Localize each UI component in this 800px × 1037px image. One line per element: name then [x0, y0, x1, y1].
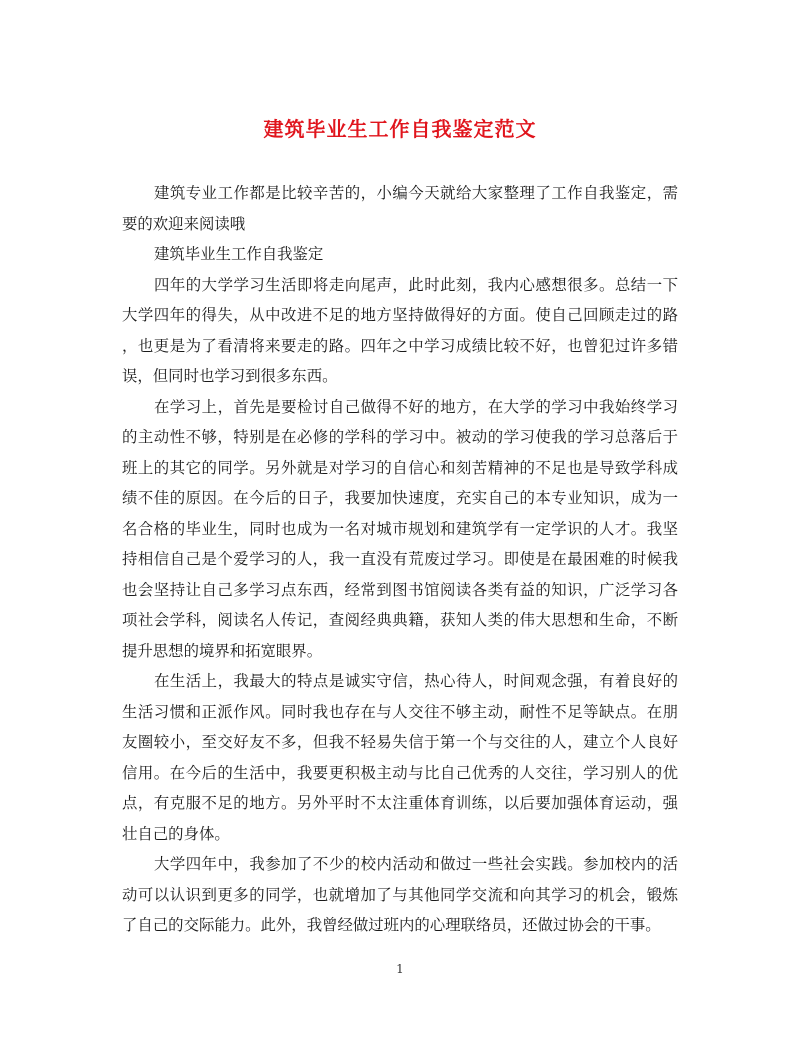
paragraph-line: 误，但同时也学习到很多东西。 — [122, 367, 338, 385]
paragraph-line: 绩不佳的原因。在今后的日子，我要加快速度，充实自己的本专业知识，成为一 — [122, 489, 678, 507]
paragraph-line: 生活习惯和正派作风。同时我也存在与人交往不够主动，耐性不足等缺点。在朋 — [122, 702, 678, 721]
paragraph-line: 动可以认识到更多的同学，也就增加了与其他同学交流和向其学习的机会，锻炼 — [122, 885, 678, 904]
paragraph-line: 提升思想的境界和拓宽眼界。 — [122, 641, 323, 660]
paragraph — [122, 666, 678, 849]
paragraph-line: 名合格的毕业生，同时也成为一名对城市规划和建筑学有一定学识的人才。我坚 — [122, 519, 678, 538]
paragraph-line: 了自己的交际能力。此外，我曾经做过班内的心理联络员，还做过协会的干事。 — [122, 916, 661, 934]
paragraph — [122, 270, 678, 392]
page-number: 1 — [396, 962, 404, 976]
paragraph-line: 也会坚持让自己多学习点东西，经常到图书馆阅读各类有益的知识，广泛学习各 — [122, 580, 678, 599]
paragraph — [122, 849, 678, 941]
paragraph — [122, 392, 678, 667]
page-title: 建筑毕业生工作自我鉴定范文 — [263, 117, 537, 141]
paragraph-line: 班上的其它的同学。另外就是对学习的自信心和刻苦精神的不足也是导致学科成 — [122, 458, 678, 477]
paragraph-line: 建筑专业工作都是比较辛苦的，小编今天就给大家整理了工作自我鉴定，需 — [154, 184, 678, 202]
paragraph-line: 在学习上，首先是要检讨自己做得不好的地方，在大学的学习中我始终学习 — [154, 397, 678, 416]
paragraph-line: 信用。在今后的生活中，我要更积极主动与比自己优秀的人交往，学习别人的优 — [122, 763, 678, 782]
paragraph-line: 四年的大学学习生活即将走向尾声，此时此刻，我内心感想很多。总结一下 — [154, 275, 678, 294]
paragraph-line: 在生活上，我最大的特点是诚实守信，热心待人，时间观念强，有着良好的 — [154, 672, 678, 690]
paragraph-line: 持相信自己是个爱学习的人，我一直没有荒废过学习。即使是在最困难的时候我 — [122, 550, 678, 568]
paragraph-line: ，也更是为了看清将来要走的路。四年之中学习成绩比较不好，也曾犯过许多错 — [122, 336, 678, 355]
paragraph-line: 大学四年的得失，从中改进不足的地方坚持做得好的方面。使自己回顾走过的路 — [122, 306, 678, 324]
paragraph-line: 的主动性不够，特别是在必修的学科的学习中。被动的学习使我的学习总落后于 — [122, 428, 678, 446]
paragraph-line: 壮自己的身体。 — [122, 824, 230, 843]
paragraph-line: 友圈较小，至交好友不多，但我不轻易失信于第一个与交往的人，建立个人良好 — [122, 733, 678, 751]
paragraph-line: 项社会学科，阅读名人传记，查阅经典典籍，获知人类的伟大思想和生命，不断 — [122, 611, 678, 629]
document-body — [122, 178, 678, 941]
paragraph — [122, 239, 678, 270]
paragraph-line: 大学四年中，我参加了不少的校内活动和做过一些社会实践。参加校内的活 — [154, 855, 678, 873]
paragraph-line: 要的欢迎来阅读哦 — [122, 214, 246, 233]
paragraph — [122, 178, 678, 239]
paragraph-line: 点，有克服不足的地方。另外平时不太注重体育训练，以后要加强体育运动，强 — [122, 794, 678, 812]
paragraph-line: 建筑毕业生工作自我鉴定 — [154, 245, 324, 263]
